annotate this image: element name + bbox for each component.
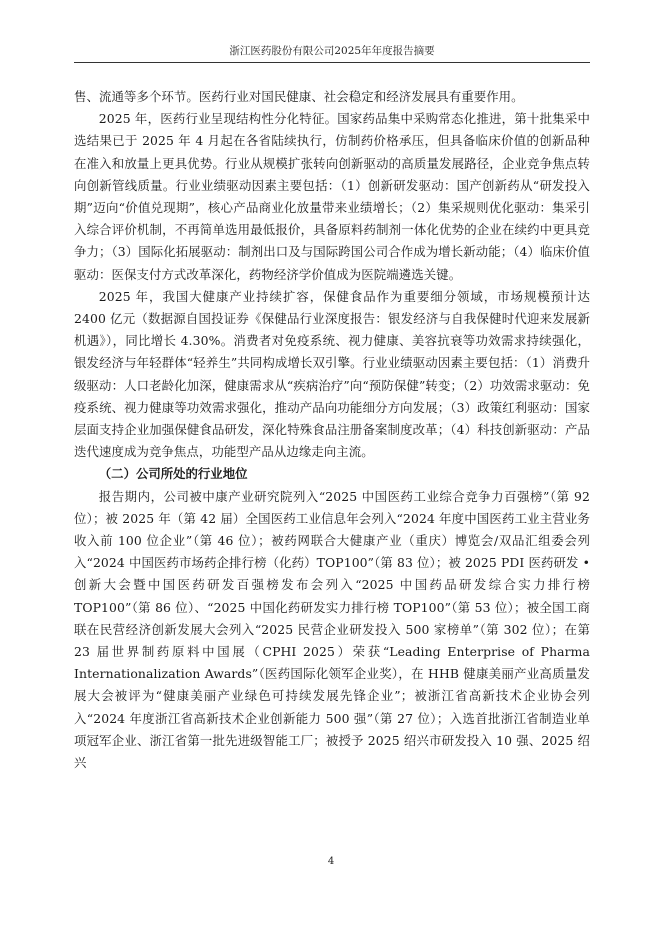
paragraph-continuation: 售、流通等多个环节。医药行业对国民健康、社会稳定和经济发展具有重要作用。 (74, 89, 524, 104)
paragraph-industry-position: 报告期内，公司被中康产业研究院列入“2025 中国医药工业综合竞争力百强榜”（第 92 位）；被 2025 年（第 42 届）全国医药工业信息年会列入“2024 年度中国医药工业主营业务收入前 100 位企业”（第 46 位）；被药网联合大健康产业（重庆）博览会/双品汇组委会列入“2024 中国医药市场药企排行榜（化药）TOP100”（第 83 位）；被 2025 PDI 医药研发 • 创新大会暨中国医药研发百强榜发布会列入“2025 中国药品研发综合实力排行榜 TOP100”（第 86 位）、“2025 中国化药研发实力排行榜 TOP100”（第 53 位）；被全国工商联在民营经济创新发展大会列入“2025 民营企业研发投入 500 家榜单”（第 302 位）；在第 23 届世界制药原料中国展（CPHI 2025）荣获“Leading Enterprise of Pharma Internationalization Awards”（医药国际化领军企业奖），在 HHB 健康美丽产业高质量发展大会被评为“健康美丽产业绿色可持续发展先锋企业”；被浙江省高新技术企业协会列入“2024 年度浙江省高新技术企业创新能力 500 强”（第 27 位）；入选首批浙江省制造业单项冠军企业、浙江省第一批先进级智能工厂；被授予 2025 绍兴市研发投入 10 强、2025 绍兴 (74, 488, 590, 771)
page-number: 4 (327, 856, 335, 867)
header-rule (74, 62, 590, 63)
running-header: 浙江医药股份有限公司2025年年度报告摘要 (229, 45, 435, 57)
section-heading: （二）公司所处的行业地位 (98, 466, 248, 482)
body-text (74, 86, 590, 774)
paragraph-health-food-industry: 2025 年，我国大健康产业持续扩容，保健食品作为重要细分领域，市场规模预计达 2400 亿元（数据源自国投证券《保健品行业深度报告：银发经济与自我保健时代迎来发展新机遇》），同比增长 4.30%。消费者对免疫系统、视力健康、美容抗衰等功效需求持续强化，银发经济与年轻群体“轻养生”共同构成增长双引擎。行业业绩驱动因素主要包括：（1）消费升级驱动：人口老龄化加深，健康需求从“疾病治疗”向“预防保健”转变；（2）功效需求驱动：免疫系统、视力健康等功效需求强化，推动产品向功能细分方向发展；（3）政策红利驱动：国家层面支持企业加强保健食品研发，深化特殊食品注册备案制度改革；（4）科技创新驱动：产品迭代速度成为竞争焦点，功能型产品从边缘走向主流。 (74, 288, 590, 460)
paragraph-pharma-industry: 2025 年，医药行业呈现结构性分化特征。国家药品集中采购常态化推进，第十批集采中选结果已于 2025 年 4 月起在各省陆续执行，仿制药价格承压，但具备临床价值的创新品种在准入和放量上更具优势。行业从规模扩张转向创新驱动的高质量发展路径，企业竞争焦点转向创新管线质量。行业业绩驱动因素主要包括：（1）创新研发驱动：国产创新药从“研发投入期”迈向“价值兑现期”，核心产品商业化放量带来业绩增长；（2）集采规则优化驱动：集采引入综合评价机制，不再简单选用最低报价，具备原料药制剂一体化优势的企业在续约中更具竞争力；（3）国际化拓展驱动：制剂出口及与国际跨国公司合作成为增长新动能；（4）临床价值驱动：医保支付方式改革深化，药物经济学价值成为医院端遴选关键。 (74, 111, 590, 282)
